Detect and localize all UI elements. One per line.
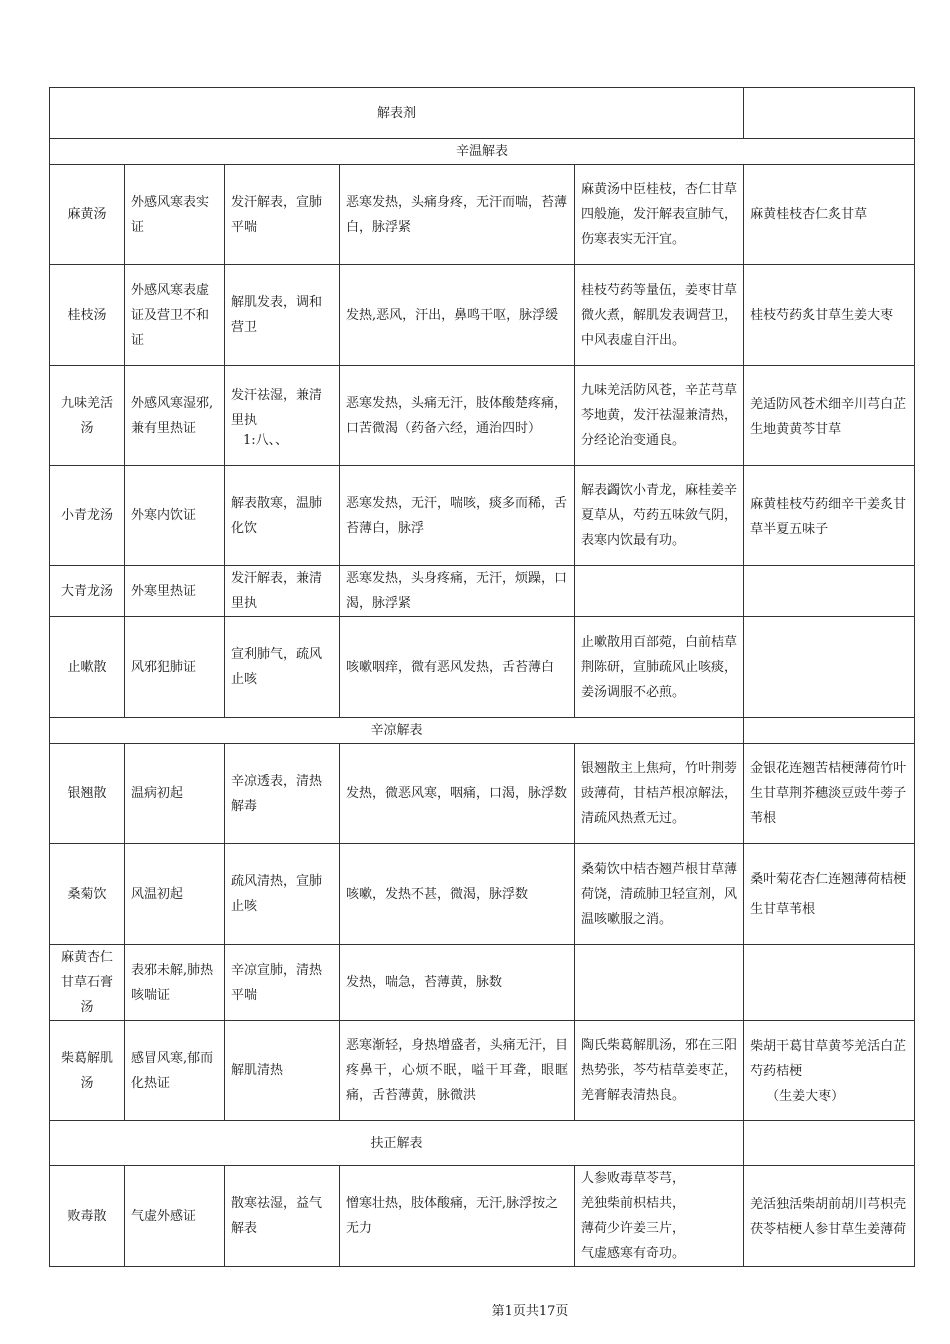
syndrome-cell: 感冒风寒,郁而化热证 [125,1021,225,1121]
section-title-warm: 辛温解表 [50,139,915,165]
effect-cell: 宣利肺气，疏风止咳 [225,617,340,718]
verse-cell: 银翘散主上焦疴，竹叶荆蒡豉薄荷，甘桔芦根凉解法，清疏风热煮无过。 [575,744,744,844]
table-row [50,366,915,466]
formula-name: 止嗽散 [50,617,125,718]
herbs-cell [744,945,915,1021]
herbs-cell: 麻黄桂枝杏仁炙甘草 [744,165,915,265]
effect-cell: 发汗解表，兼清里执 [225,566,340,617]
symptoms-cell: 憎寒壮热，肢体酸痛，无汗,脉浮按之无力 [340,1166,575,1267]
symptoms-cell: 咳嗽咽痒，微有恶风发热，舌苔薄白 [340,617,575,718]
symptoms-cell: 发热，微恶风寒，咽痛，口渴，脉浮数 [340,744,575,844]
formula-name: 麻黄汤 [50,165,125,265]
syndrome-cell: 气虚外感证 [125,1166,225,1267]
table-row [50,165,915,265]
symptoms-cell: 咳嗽，发热不甚，微渴，脉浮数 [340,844,575,945]
verse-line: 薄荷少许姜三片， [581,1221,686,1236]
formula-name: 小青龙汤 [50,466,125,566]
effect-cell: 解肌清热 [225,1021,340,1121]
formula-table [49,87,915,1267]
table-row [50,265,915,366]
symptoms-cell: 恶寒发热，头痛身疼，无汗而喘，苔薄白，脉浮紧 [340,165,575,265]
herbs-cell [744,1021,915,1121]
verse-line: 人参败毒草苓芎， [581,1171,686,1186]
table-row [50,1021,915,1121]
herbs-text: 柴胡干葛甘草黄芩羌活白芷芍药桔梗 [750,1039,907,1079]
symptoms-cell: 恶寒发热，头身疼痛，无汗，烦躁，口渴，脉浮紧 [340,566,575,617]
herbs-cell [744,617,915,718]
herbs-cell: 羌适防风苍术细辛川芎白芷生地黄黄芩甘草 [744,366,915,466]
symptoms-cell: 恶寒渐轻，身热增盛者，头痛无汗，目疼鼻干，心烦不眠，嗌干耳聋，眼眶痛，舌苔薄黄，脉微洪 [340,1021,575,1121]
syndrome-cell: 风温初起 [125,844,225,945]
syndrome-cell: 外感风寒表虚证及营卫不和证 [125,265,225,366]
section-title-cool: 辛凉解表 [50,718,744,744]
formula-name: 银翘散 [50,744,125,844]
verse-cell [575,566,744,617]
verse-cell: 桑菊饮中桔杏翘芦根甘草薄荷饶，清疏肺卫轻宣剂，风温咳嗽服之消。 [575,844,744,945]
herbs-note: （生姜大枣） [766,1089,845,1104]
symptoms-cell: 发热,恶风，汗出，鼻鸣干呕，脉浮缓 [340,265,575,366]
herbs-cell: 金银花连翘苦桔梗薄荷竹叶生甘草荆芥穗淡豆豉牛蒡子苇根 [744,744,915,844]
formula-name: 麻黄杏仁甘草石膏汤 [50,945,125,1021]
table-title: 解表剂 [50,88,744,139]
symptoms-cell: 恶寒发热，无汗，喘咳，痰多而稀，舌苔薄白，脉浮 [340,466,575,566]
formula-name: 大青龙汤 [50,566,125,617]
effect-cell [225,366,340,466]
herbs-cell: 麻黄桂枝芍药细辛干姜炙甘草半夏五味子 [744,466,915,566]
verse-cell [575,945,744,1021]
formula-name: 桑菊饮 [50,844,125,945]
effect-cell: 散寒祛湿，益气解表 [225,1166,340,1267]
herbs-cell [744,566,915,617]
verse-cell: 九味羌活防风苍，辛芷芎草芩地黄，发汗祛湿兼清热，分经论治变通良。 [575,366,744,466]
table-row [50,844,915,945]
section-header-row [50,1121,915,1166]
herbs-cell: 桂枝芍药炙甘草生姜大枣 [744,265,915,366]
verse-line: 羌独柴前枳桔共， [581,1196,686,1211]
syndrome-cell: 外感风寒表实证 [125,165,225,265]
table-row [50,945,915,1021]
effect-cell: 解表散寒，温肺化饮 [225,466,340,566]
effect-cell: 疏风清热，宣肺止咳 [225,844,340,945]
syndrome-cell: 外寒里热证 [125,566,225,617]
formula-name: 柴葛解肌汤 [50,1021,125,1121]
table-row [50,566,915,617]
table-row [50,744,915,844]
formula-name: 败毒散 [50,1166,125,1267]
formula-name: 桂枝汤 [50,265,125,366]
verse-cell [575,1166,744,1267]
effect-cell: 辛凉透表，清热解毒 [225,744,340,844]
effect-note: 1:八、、 [243,432,289,448]
effect-cell: 解肌发表，调和营卫 [225,265,340,366]
verse-cell: 桂枝芍药等量伍，姜枣甘草微火煮，解肌发表调营卫，中风表虚自汗出。 [575,265,744,366]
empty-cell [744,1121,915,1166]
herbs-cell: 桑叶菊花杏仁连翘薄荷桔梗生甘草苇根 [744,844,915,945]
syndrome-cell: 风邪犯肺证 [125,617,225,718]
verse-cell: 陶氏柴葛解肌汤，邪在三阳热势张，芩芍桔草姜枣芷，羌膏解表清热良。 [575,1021,744,1121]
symptoms-cell: 发热，喘急，苔薄黄，脉数 [340,945,575,1021]
section-title-tonify: 扶正解表 [50,1121,744,1166]
effect-cell: 发汗解表，宣肺平喘 [225,165,340,265]
verse-cell: 止嗽散用百部菀，白前桔草荆陈研，宣肺疏风止咳痰，姜汤调服不必煎。 [575,617,744,718]
verse-cell: 麻黄汤中臣桂枝，杏仁甘草四般施，发汗解表宣肺气，伤寒表实无汗宜。 [575,165,744,265]
empty-cell [744,718,915,744]
verse-cell: 解表蠲饮小青龙，麻桂姜辛夏草从，芍药五味敛气阴，表寒内饮最有功。 [575,466,744,566]
table-title-row [50,88,915,139]
syndrome-cell: 温病初起 [125,744,225,844]
page-number: 第1页共17页 [491,1304,569,1319]
formula-name: 九味羌活汤 [50,366,125,466]
verse-line: 气虚感寒有奇功。 [581,1246,686,1261]
symptoms-cell: 恶寒发热，头痛无汗，肢体酸楚疼痛，口苦微渴（药备六经，通治四时） [340,366,575,466]
herbs-cell: 羌活独活柴胡前胡川芎枳壳茯苓桔梗人参甘草生姜薄荷 [744,1166,915,1267]
syndrome-cell: 外感风寒湿邪,兼有里热证 [125,366,225,466]
table-row [50,466,915,566]
effect-cell: 辛凉宣肺，清热平喘 [225,945,340,1021]
syndrome-cell: 外寒内饮证 [125,466,225,566]
empty-cell [744,88,915,139]
syndrome-cell: 表邪未解,肺热咳喘证 [125,945,225,1021]
effect-text: 发汗祛湿，兼清里执 [231,387,323,428]
table-row [50,1166,915,1267]
section-header-row [50,139,915,165]
section-header-row [50,718,915,744]
table-row [50,617,915,718]
